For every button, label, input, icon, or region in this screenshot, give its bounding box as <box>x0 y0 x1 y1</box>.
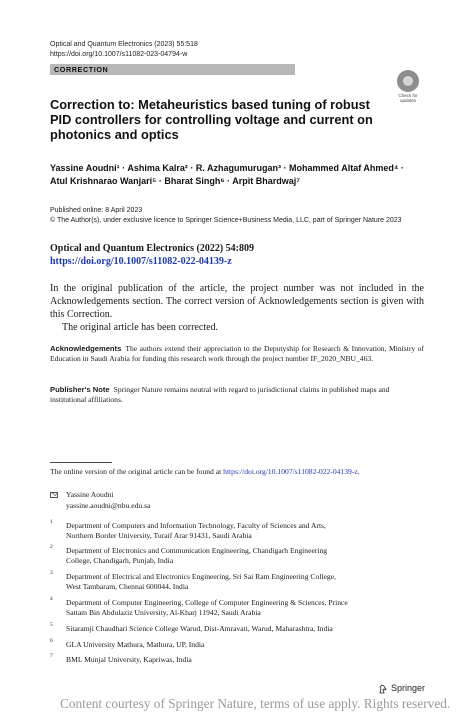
affiliation-number: 1 <box>50 519 53 525</box>
affiliation-number: 2 <box>50 544 53 550</box>
affiliation-line: West Tambaram, Chennai 600044, India <box>66 582 189 591</box>
publishers-note <box>50 385 424 405</box>
affiliation-line: Department of Computers and Information Technology, Faculty of Sciences and Arts, <box>66 521 326 530</box>
article-doi[interactable]: https://doi.org/10.1007/s11082-023-04794-w <box>50 50 188 58</box>
online-version-suffix: . <box>357 467 360 476</box>
affiliation-number: 4 <box>50 596 53 602</box>
online-version-note <box>50 467 430 477</box>
badge-line-2: updates <box>399 98 416 103</box>
acknowledgements-label: Acknowledgements <box>50 344 122 353</box>
online-version-prefix: The online version of the original article can be found at <box>50 467 222 476</box>
affiliation-number: 5 <box>50 622 53 628</box>
affiliation-number: 7 <box>50 653 53 659</box>
publication-info <box>50 206 430 225</box>
affiliation-number: 6 <box>50 638 53 644</box>
acknowledgements <box>50 344 424 364</box>
body-paragraph-1: In the original publication of the article, the project number was not included in the Acknowledgements section. The correct version of Acknowledgements section is given with this Correction. <box>50 283 424 320</box>
affiliation-text <box>66 572 426 592</box>
journal-citation <box>50 40 198 59</box>
journal-line: Optical and Quantum Electronics (2023) 55:518 <box>50 41 198 48</box>
affiliation-text <box>66 598 426 618</box>
courtesy-watermark: Content courtesy of Springer Nature, terms of use apply. Rights reserved. <box>60 696 451 711</box>
affiliation-line: Department of Computer Engineering, College of Computer Engineering & Sciences, Prince <box>66 598 348 607</box>
springer-horse-icon <box>378 684 388 694</box>
affiliation-line: College, Chandigarh, Punjab, India <box>66 556 174 565</box>
badge-line-1: Check for <box>398 93 418 98</box>
authors-line-2: Atul Krishnarao Wanjari⁵ · Bharat Singh⁶ · Arpit Bhardwaj⁷ <box>50 176 300 186</box>
copyright: © The Author(s), under exclusive licence to Springer Science+Business Media, LLC, part of Springer Nature 2023 <box>50 216 402 224</box>
affiliation-text: BML Munjal University, Kapriwas, India <box>66 655 192 664</box>
publishers-note-text: Springer Nature remains neutral with regard to jurisdictional claims in published maps and institutional affiliations. <box>50 385 390 404</box>
corresponding-author-email[interactable]: yassine.aoudni@nbu.edu.sa <box>66 501 151 510</box>
affiliation-line: Sattam Bin Abdulaziz University, Al-Kharj 11942, Saudi Arabia <box>66 608 261 617</box>
corresponding-author-name: Yassine Aoudni <box>66 490 114 499</box>
published-online: Published online: 8 April 2023 <box>50 207 143 214</box>
section-label: CORRECTION <box>54 65 109 74</box>
affiliation-number: 3 <box>50 570 53 576</box>
check-for-updates-icon <box>397 70 419 92</box>
body-paragraph-2: The original article has been corrected. <box>62 322 219 333</box>
affiliation-text <box>66 521 426 541</box>
affiliation-text: GLA University Mathura, Mathura, UP, India <box>66 640 205 649</box>
affiliation-line: Department of Electronics and Communication Engineering, Chandigarh Engineering <box>66 546 328 555</box>
author-list <box>50 162 420 188</box>
acknowledgements-text: The authors extend their appreciation to the Deputyship for Research & Innovation, Ministry of Education in Saudi Arabia for funding this research work through the project number IF_2020_NBU_463. <box>50 344 424 363</box>
original-doi-link[interactable]: https://doi.org/10.1007/s11082-022-04139-z <box>50 256 232 267</box>
affiliation-line: Northern Border University, Turaif Arar 91431, Saudi Arabia <box>66 531 252 540</box>
online-version-link[interactable]: https://doi.org/10.1007/s11082-022-04139-z <box>223 467 358 476</box>
footnote-divider <box>50 462 112 463</box>
article-title: Correction to: Metaheuristics based tuning of robust PID controllers for controlling voltage and current on photonics and optics <box>50 97 373 142</box>
envelope-icon <box>50 492 58 498</box>
affiliation-line: Department of Electrical and Electronics Engineering, Sri Sai Ram Engineering College, <box>66 572 336 581</box>
publishers-note-label: Publisher's Note <box>50 385 110 394</box>
publisher-name: Springer <box>391 683 426 693</box>
affiliation-text: Sitaramji Chaudhari Science College Warud, Dist-Amravati, Warud, Maharashtra, India <box>66 624 333 633</box>
authors-line-1: Yassine Aoudni¹ · Ashima Kalra² · R. Azhagumurugan³ · Mohammed Altaf Ahmed⁴ · <box>50 163 404 173</box>
check-for-updates-badge[interactable] <box>392 70 424 103</box>
original-journal: Optical and Quantum Electronics (2022) 54:809 <box>50 243 254 254</box>
affiliation-text <box>66 546 426 566</box>
